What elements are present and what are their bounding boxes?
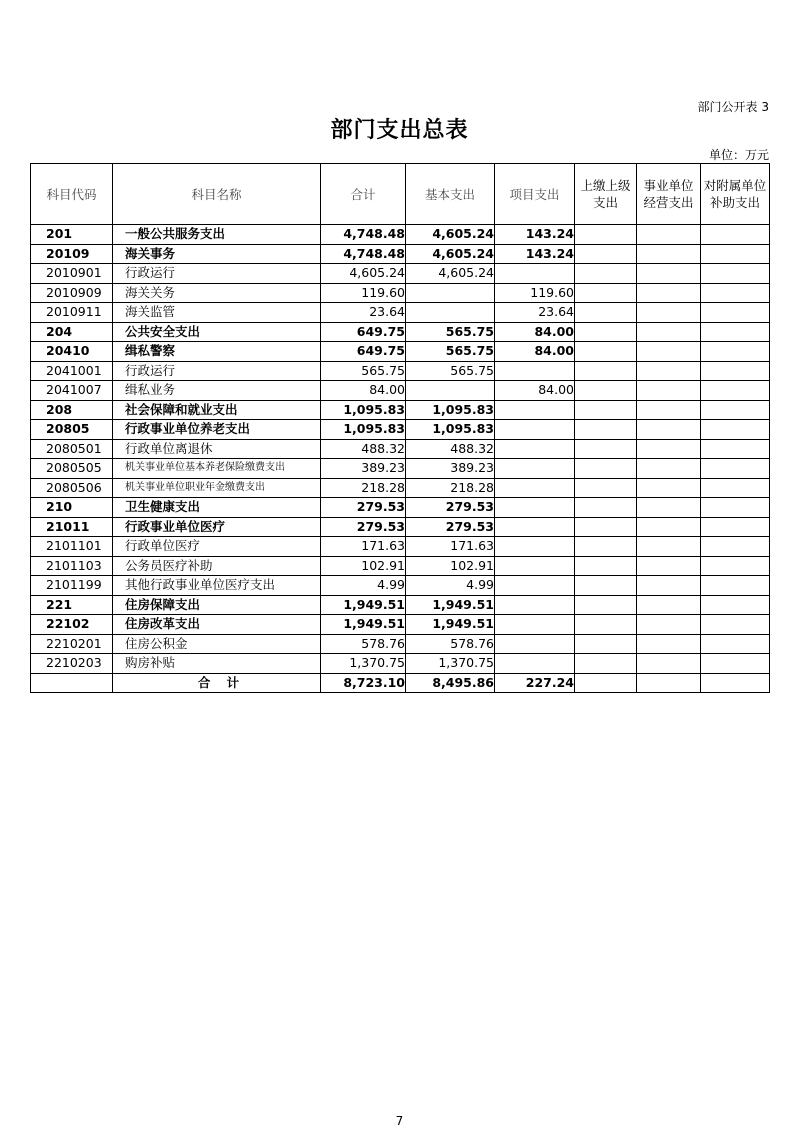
upper-payment-cell <box>575 361 637 381</box>
subject-name-cell: 住房公积金 <box>113 634 321 654</box>
table-row <box>31 576 770 596</box>
subject-name-cell: 购房补贴 <box>113 654 321 674</box>
subsidiary-subsidy-cell <box>701 342 770 362</box>
form-number: 部门公开表 3 <box>697 100 769 114</box>
table-row <box>31 264 770 284</box>
project-cell: 23.64 <box>495 303 575 323</box>
table-row <box>31 595 770 615</box>
code-cell: 2041001 <box>31 361 113 381</box>
table-row <box>31 303 770 323</box>
upper-payment-cell <box>575 517 637 537</box>
subject-name-cell: 住房改革支出 <box>113 615 321 635</box>
basic-cell <box>406 303 495 323</box>
code-cell: 2080501 <box>31 439 113 459</box>
project-cell <box>495 420 575 440</box>
basic-cell: 565.75 <box>406 361 495 381</box>
subject-name-cell: 行政事业单位养老支出 <box>113 420 321 440</box>
total-project: 227.24 <box>495 673 575 693</box>
subsidiary-subsidy-cell <box>701 478 770 498</box>
subsidiary-subsidy-cell <box>701 361 770 381</box>
business-operation-cell <box>637 322 701 342</box>
basic-cell <box>406 283 495 303</box>
table-row <box>31 244 770 264</box>
code-cell: 20410 <box>31 342 113 362</box>
total-cell: 279.53 <box>321 517 406 537</box>
business-operation-cell <box>637 283 701 303</box>
code-cell: 2080506 <box>31 478 113 498</box>
project-cell: 143.24 <box>495 225 575 245</box>
subject-name-cell: 社会保障和就业支出 <box>113 400 321 420</box>
basic-cell: 279.53 <box>406 517 495 537</box>
upper-payment-cell <box>575 400 637 420</box>
business-operation-cell <box>637 634 701 654</box>
total-cell: 171.63 <box>321 537 406 557</box>
table-row <box>31 615 770 635</box>
total-cell: 1,095.83 <box>321 420 406 440</box>
total-cell: 649.75 <box>321 322 406 342</box>
total-cell: 1,095.83 <box>321 400 406 420</box>
subject-name-cell: 行政运行 <box>113 264 321 284</box>
header-subsidiary-subsidy: 对附属单位补助支出 <box>701 164 770 225</box>
table-row <box>31 654 770 674</box>
upper-payment-cell <box>575 556 637 576</box>
subsidiary-subsidy-cell <box>701 283 770 303</box>
subsidiary-subsidy-cell <box>701 303 770 323</box>
upper-payment-cell <box>575 342 637 362</box>
subsidiary-subsidy-cell <box>701 322 770 342</box>
total-code-cell <box>31 673 113 693</box>
code-cell: 22102 <box>31 615 113 635</box>
table-row <box>31 381 770 401</box>
total-subsidiary-subsidy <box>701 673 770 693</box>
project-cell: 119.60 <box>495 283 575 303</box>
total-row <box>31 673 770 693</box>
table-row <box>31 283 770 303</box>
basic-cell: 4,605.24 <box>406 264 495 284</box>
table-row <box>31 459 770 479</box>
basic-cell: 1,949.51 <box>406 615 495 635</box>
upper-payment-cell <box>575 615 637 635</box>
subsidiary-subsidy-cell <box>701 498 770 518</box>
total-upper-payment <box>575 673 637 693</box>
upper-payment-cell <box>575 439 637 459</box>
code-cell: 204 <box>31 322 113 342</box>
total-cell: 218.28 <box>321 478 406 498</box>
business-operation-cell <box>637 498 701 518</box>
total-cell: 1,949.51 <box>321 595 406 615</box>
upper-payment-cell <box>575 576 637 596</box>
page-title: 部门支出总表 <box>330 117 469 143</box>
project-cell <box>495 439 575 459</box>
project-cell: 84.00 <box>495 381 575 401</box>
table-header-row <box>31 164 770 225</box>
subsidiary-subsidy-cell <box>701 537 770 557</box>
total-cell: 4.99 <box>321 576 406 596</box>
table-row <box>31 517 770 537</box>
basic-cell: 565.75 <box>406 322 495 342</box>
project-cell: 84.00 <box>495 322 575 342</box>
basic-cell: 578.76 <box>406 634 495 654</box>
basic-cell: 4,605.24 <box>406 225 495 245</box>
subject-name-cell: 行政单位医疗 <box>113 537 321 557</box>
total-cell: 1,949.51 <box>321 615 406 635</box>
subject-name-cell: 公务员医疗补助 <box>113 556 321 576</box>
project-cell <box>495 498 575 518</box>
total-business-operation <box>637 673 701 693</box>
code-cell: 2010911 <box>31 303 113 323</box>
upper-payment-cell <box>575 225 637 245</box>
header-upper-payment: 上缴上级支出 <box>575 164 637 225</box>
business-operation-cell <box>637 225 701 245</box>
business-operation-cell <box>637 264 701 284</box>
code-cell: 2101101 <box>31 537 113 557</box>
total-cell: 4,748.48 <box>321 244 406 264</box>
basic-cell: 1,095.83 <box>406 420 495 440</box>
header-code: 科目代码 <box>31 164 113 225</box>
code-cell: 20805 <box>31 420 113 440</box>
project-cell <box>495 400 575 420</box>
code-cell: 2080505 <box>31 459 113 479</box>
subject-name-cell: 行政事业单位医疗 <box>113 517 321 537</box>
basic-cell: 488.32 <box>406 439 495 459</box>
total-cell: 4,605.24 <box>321 264 406 284</box>
business-operation-cell <box>637 342 701 362</box>
subsidiary-subsidy-cell <box>701 576 770 596</box>
upper-payment-cell <box>575 595 637 615</box>
code-cell: 2101199 <box>31 576 113 596</box>
code-cell: 20109 <box>31 244 113 264</box>
basic-cell: 4,605.24 <box>406 244 495 264</box>
code-cell: 2041007 <box>31 381 113 401</box>
upper-payment-cell <box>575 654 637 674</box>
project-cell: 84.00 <box>495 342 575 362</box>
business-operation-cell <box>637 459 701 479</box>
code-cell: 2101103 <box>31 556 113 576</box>
total-basic: 8,495.86 <box>406 673 495 693</box>
unit-label: 单位：万元 <box>708 148 769 162</box>
subject-name-cell: 公共安全支出 <box>113 322 321 342</box>
subject-name-cell: 机关事业单位职业年金缴费支出 <box>113 478 321 498</box>
upper-payment-cell <box>575 283 637 303</box>
code-cell: 208 <box>31 400 113 420</box>
total-cell: 4,748.48 <box>321 225 406 245</box>
basic-cell <box>406 381 495 401</box>
table-row <box>31 634 770 654</box>
business-operation-cell <box>637 361 701 381</box>
subsidiary-subsidy-cell <box>701 400 770 420</box>
project-cell: 143.24 <box>495 244 575 264</box>
basic-cell: 171.63 <box>406 537 495 557</box>
upper-payment-cell <box>575 303 637 323</box>
basic-cell: 218.28 <box>406 478 495 498</box>
subject-name-cell: 其他行政事业单位医疗支出 <box>113 576 321 596</box>
business-operation-cell <box>637 439 701 459</box>
total-cell: 102.91 <box>321 556 406 576</box>
project-cell <box>495 634 575 654</box>
business-operation-cell <box>637 244 701 264</box>
total-cell: 23.64 <box>321 303 406 323</box>
upper-payment-cell <box>575 264 637 284</box>
subject-name-cell: 住房保障支出 <box>113 595 321 615</box>
code-cell: 221 <box>31 595 113 615</box>
code-cell: 2010901 <box>31 264 113 284</box>
header-basic: 基本支出 <box>406 164 495 225</box>
basic-cell: 102.91 <box>406 556 495 576</box>
subject-name-cell: 行政运行 <box>113 361 321 381</box>
table-row <box>31 498 770 518</box>
page-number: 7 <box>395 1114 404 1128</box>
upper-payment-cell <box>575 478 637 498</box>
table-row <box>31 556 770 576</box>
project-cell <box>495 595 575 615</box>
upper-payment-cell <box>575 634 637 654</box>
subsidiary-subsidy-cell <box>701 634 770 654</box>
upper-payment-cell <box>575 537 637 557</box>
business-operation-cell <box>637 576 701 596</box>
table-row <box>31 400 770 420</box>
project-cell <box>495 264 575 284</box>
business-operation-cell <box>637 420 701 440</box>
table-row <box>31 439 770 459</box>
project-cell <box>495 615 575 635</box>
basic-cell: 1,370.75 <box>406 654 495 674</box>
total-cell: 84.00 <box>321 381 406 401</box>
total-cell: 1,370.75 <box>321 654 406 674</box>
project-cell <box>495 361 575 381</box>
subsidiary-subsidy-cell <box>701 264 770 284</box>
upper-payment-cell <box>575 420 637 440</box>
total-cell: 119.60 <box>321 283 406 303</box>
table-row <box>31 322 770 342</box>
header-name: 科目名称 <box>113 164 321 225</box>
project-cell <box>495 459 575 479</box>
total-cell: 565.75 <box>321 361 406 381</box>
total-label: 合 计 <box>113 673 321 693</box>
project-cell <box>495 654 575 674</box>
basic-cell: 1,949.51 <box>406 595 495 615</box>
total-cell: 279.53 <box>321 498 406 518</box>
upper-payment-cell <box>575 498 637 518</box>
table-row <box>31 361 770 381</box>
code-cell: 21011 <box>31 517 113 537</box>
basic-cell: 279.53 <box>406 498 495 518</box>
header-total: 合计 <box>321 164 406 225</box>
business-operation-cell <box>637 556 701 576</box>
code-cell: 210 <box>31 498 113 518</box>
expenditure-table <box>30 163 770 693</box>
code-cell: 201 <box>31 225 113 245</box>
code-cell: 2210203 <box>31 654 113 674</box>
basic-cell: 565.75 <box>406 342 495 362</box>
upper-payment-cell <box>575 244 637 264</box>
subsidiary-subsidy-cell <box>701 654 770 674</box>
code-cell: 2210201 <box>31 634 113 654</box>
basic-cell: 1,095.83 <box>406 400 495 420</box>
business-operation-cell <box>637 654 701 674</box>
code-cell: 2010909 <box>31 283 113 303</box>
table-row <box>31 225 770 245</box>
subject-name-cell: 卫生健康支出 <box>113 498 321 518</box>
business-operation-cell <box>637 400 701 420</box>
project-cell <box>495 556 575 576</box>
subject-name-cell: 海关关务 <box>113 283 321 303</box>
business-operation-cell <box>637 595 701 615</box>
subsidiary-subsidy-cell <box>701 439 770 459</box>
subsidiary-subsidy-cell <box>701 381 770 401</box>
business-operation-cell <box>637 303 701 323</box>
table-row <box>31 420 770 440</box>
subject-name-cell: 缉私业务 <box>113 381 321 401</box>
upper-payment-cell <box>575 459 637 479</box>
total-cell: 488.32 <box>321 439 406 459</box>
subsidiary-subsidy-cell <box>701 615 770 635</box>
subject-name-cell: 缉私警察 <box>113 342 321 362</box>
header-business-operation: 事业单位经营支出 <box>637 164 701 225</box>
table-row <box>31 478 770 498</box>
business-operation-cell <box>637 615 701 635</box>
project-cell <box>495 576 575 596</box>
project-cell <box>495 517 575 537</box>
table-row <box>31 537 770 557</box>
total-cell: 389.23 <box>321 459 406 479</box>
upper-payment-cell <box>575 381 637 401</box>
project-cell <box>495 478 575 498</box>
subsidiary-subsidy-cell <box>701 420 770 440</box>
business-operation-cell <box>637 537 701 557</box>
subject-name-cell: 行政单位离退休 <box>113 439 321 459</box>
business-operation-cell <box>637 381 701 401</box>
table-row <box>31 342 770 362</box>
header-project: 项目支出 <box>495 164 575 225</box>
upper-payment-cell <box>575 322 637 342</box>
subsidiary-subsidy-cell <box>701 595 770 615</box>
business-operation-cell <box>637 517 701 537</box>
basic-cell: 389.23 <box>406 459 495 479</box>
subsidiary-subsidy-cell <box>701 225 770 245</box>
total-cell: 649.75 <box>321 342 406 362</box>
subsidiary-subsidy-cell <box>701 517 770 537</box>
subsidiary-subsidy-cell <box>701 244 770 264</box>
business-operation-cell <box>637 478 701 498</box>
subsidiary-subsidy-cell <box>701 556 770 576</box>
subject-name-cell: 机关事业单位基本养老保险缴费支出 <box>113 459 321 479</box>
subject-name-cell: 海关事务 <box>113 244 321 264</box>
total-cell: 578.76 <box>321 634 406 654</box>
total-total: 8,723.10 <box>321 673 406 693</box>
basic-cell: 4.99 <box>406 576 495 596</box>
subject-name-cell: 海关监管 <box>113 303 321 323</box>
subject-name-cell: 一般公共服务支出 <box>113 225 321 245</box>
project-cell <box>495 537 575 557</box>
subsidiary-subsidy-cell <box>701 459 770 479</box>
